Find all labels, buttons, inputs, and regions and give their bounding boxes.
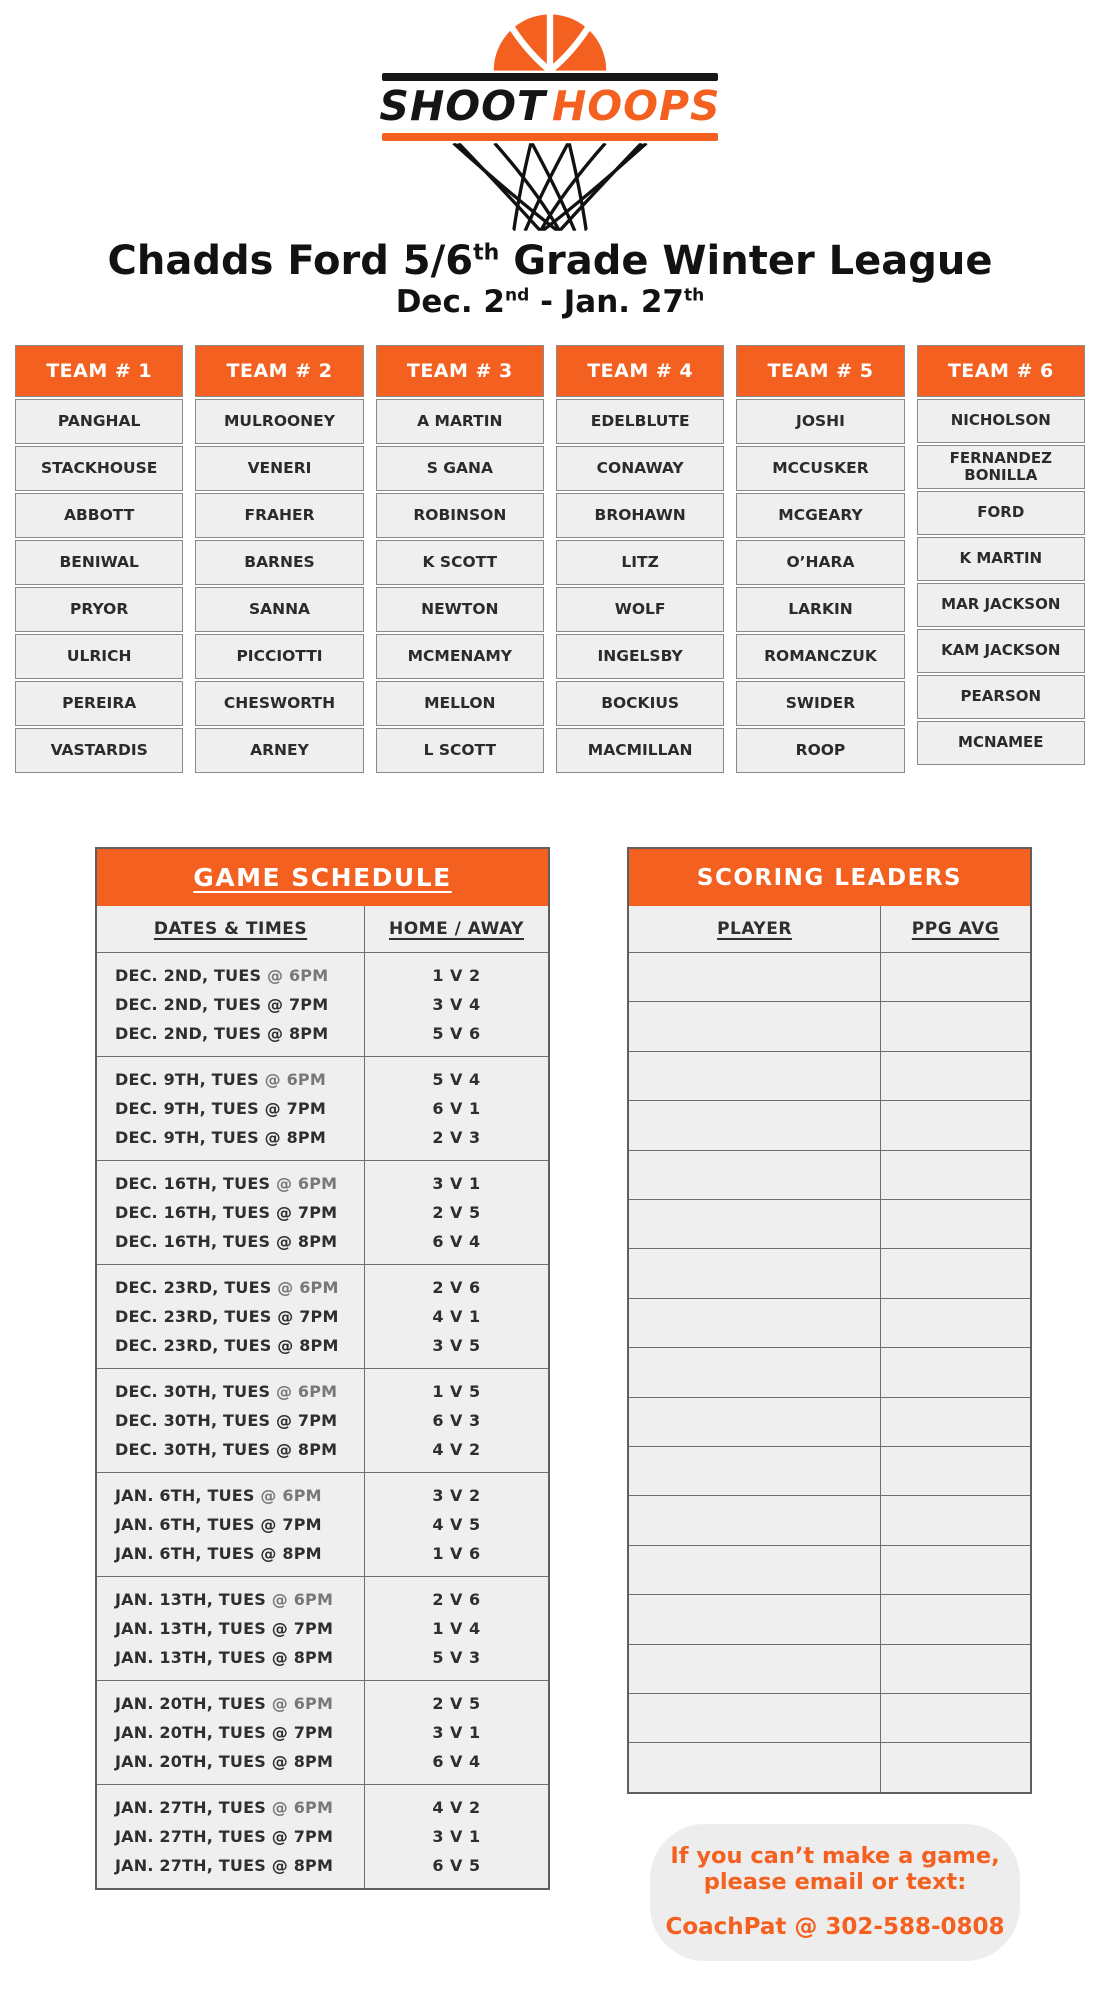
- ppg-avg-column-header: [881, 906, 1030, 952]
- game-datetime: [97, 1510, 364, 1539]
- player-cell: MACMILLAN: [556, 728, 724, 773]
- game-date: JAN. 13TH, TUES: [115, 1590, 266, 1610]
- page-title: Chadds Ford 5/6th Grade Winter League: [107, 238, 993, 284]
- teams-row: [15, 345, 1085, 773]
- logo-bar-bottom: [382, 133, 718, 141]
- scoring-ppg-cell: [881, 1693, 1030, 1742]
- team-header: TEAM # 4: [556, 345, 724, 397]
- brand-wordmark: [379, 82, 720, 130]
- scoring-leaders-table: [627, 847, 1032, 1794]
- game-matchup: 3 V 1: [432, 1174, 481, 1194]
- game-matchup: 6 V 5: [432, 1856, 481, 1876]
- scoring-leaders-header: [629, 849, 1030, 906]
- game-datetime: [97, 1377, 364, 1406]
- player-cell: MAR JACKSON: [917, 583, 1085, 627]
- schedule-dates-cell: [97, 1784, 365, 1888]
- game-datetime: [97, 1019, 364, 1048]
- scoring-player-cell: [629, 1594, 881, 1643]
- dates-times-label: DATES & TIMES: [153, 919, 308, 940]
- scoring-player-cell: [629, 1397, 881, 1446]
- player-cell: INGELSBY: [556, 634, 724, 679]
- game-datetime: [97, 1273, 364, 1302]
- game-date: DEC. 30TH, TUES: [115, 1411, 271, 1431]
- scoring-ppg-cell: [881, 1100, 1030, 1149]
- game-matchup: 6 V 4: [432, 1232, 481, 1252]
- game-time: @ 7PM: [254, 1515, 322, 1535]
- game-date: JAN. 6TH, TUES: [115, 1515, 255, 1535]
- scoring-player-cell: [629, 1545, 881, 1594]
- game-time: @ 7PM: [270, 1203, 338, 1223]
- player-cell: ROOP: [736, 728, 904, 773]
- game-date: DEC. 16TH, TUES: [115, 1203, 271, 1223]
- player-cell: ULRICH: [15, 634, 183, 679]
- header: [0, 0, 1100, 319]
- player-cell: K MARTIN: [917, 537, 1085, 581]
- game-matchup: 2 V 6: [432, 1278, 481, 1298]
- scoring-ppg-cell: [881, 1594, 1030, 1643]
- player-cell: EDELBLUTE: [556, 399, 724, 444]
- game-matchup: 6 V 4: [432, 1752, 481, 1772]
- game-time: @ 8PM: [270, 1440, 338, 1460]
- logo-bar-top: [382, 73, 718, 81]
- game-date: DEC. 16TH, TUES: [115, 1174, 271, 1194]
- team-header: TEAM # 1: [15, 345, 183, 397]
- brand-hoops: HOOPS: [551, 82, 721, 130]
- schedule-matchup-cell: [365, 1368, 548, 1472]
- player-cell: S GANA: [376, 446, 544, 491]
- scoring-player-cell: [629, 1446, 881, 1495]
- team-table-3: [376, 345, 544, 773]
- player-cell: CONAWAY: [556, 446, 724, 491]
- scoring-ppg-cell: [881, 1051, 1030, 1100]
- game-matchup: 1 V 4: [432, 1619, 481, 1639]
- game-date: DEC. 2ND, TUES: [115, 995, 262, 1015]
- player-cell: SWIDER: [736, 681, 904, 726]
- contact-note: [650, 1824, 1020, 1961]
- scoring-player-cell: [629, 1495, 881, 1544]
- player-cell: KAM JACKSON: [917, 629, 1085, 673]
- player-cell: MCGEARY: [736, 493, 904, 538]
- game-date: JAN. 6TH, TUES: [115, 1544, 255, 1564]
- game-date: DEC. 23RD, TUES: [115, 1307, 272, 1327]
- player-cell: BROHAWN: [556, 493, 724, 538]
- scoring-ppg-cell: [881, 1298, 1030, 1347]
- game-time: @ 6PM: [265, 1798, 334, 1818]
- scoring-ppg-cell: [881, 1742, 1030, 1791]
- game-date: DEC. 16TH, TUES: [115, 1232, 271, 1252]
- team-table-1: [15, 345, 183, 773]
- home-away-label: HOME / AWAY: [389, 919, 524, 940]
- note-line-1: If you can’t make a game,: [670, 1843, 1000, 1870]
- game-datetime: [97, 990, 364, 1019]
- scoring-ppg-cell: [881, 1248, 1030, 1297]
- player-cell: L SCOTT: [376, 728, 544, 773]
- player-cell: MELLON: [376, 681, 544, 726]
- game-time: @ 6PM: [270, 1174, 338, 1194]
- game-time: @ 7PM: [271, 1307, 339, 1327]
- scoring-leaders-title: SCORING LEADERS: [696, 864, 963, 891]
- game-time: @ 8PM: [265, 1752, 334, 1772]
- player-cell: VENERI: [195, 446, 363, 491]
- game-matchup: 6 V 1: [432, 1099, 481, 1119]
- game-matchup: 2 V 6: [432, 1590, 481, 1610]
- game-time: @ 6PM: [258, 1070, 326, 1090]
- player-cell: MCCUSKER: [736, 446, 904, 491]
- ppg-avg-label: PPG AVG: [911, 919, 1000, 940]
- game-time: @ 8PM: [265, 1856, 334, 1876]
- player-cell: NEWTON: [376, 587, 544, 632]
- scoring-player-cell: [629, 1742, 881, 1791]
- schedule-dates-cell: [97, 1472, 365, 1576]
- game-matchup: 2 V 5: [432, 1694, 481, 1714]
- team-table-4: [556, 345, 724, 773]
- player-label: PLAYER: [717, 919, 792, 940]
- game-date: DEC. 23RD, TUES: [115, 1278, 272, 1298]
- home-away-column-header: [365, 906, 548, 952]
- game-datetime: [97, 1689, 364, 1718]
- schedule-matchup-cell: [365, 1056, 548, 1160]
- game-date: JAN. 27TH, TUES: [115, 1798, 266, 1818]
- game-time: @ 8PM: [254, 1544, 322, 1564]
- game-datetime: [97, 1747, 364, 1776]
- game-datetime: [97, 1169, 364, 1198]
- player-cell: FORD: [917, 491, 1085, 535]
- game-date: DEC. 30TH, TUES: [115, 1440, 271, 1460]
- schedule-matchup-cell: [365, 1576, 548, 1680]
- team-table-6: [917, 345, 1085, 765]
- player-cell: BOCKIUS: [556, 681, 724, 726]
- player-cell: BENIWAL: [15, 540, 183, 585]
- player-cell: ROBINSON: [376, 493, 544, 538]
- game-datetime: [97, 1198, 364, 1227]
- game-datetime: [97, 1331, 364, 1360]
- scoring-player-cell: [629, 1644, 881, 1693]
- scoring-player-cell: [629, 1693, 881, 1742]
- game-matchup: 5 V 4: [432, 1070, 481, 1090]
- scoring-ppg-cell: [881, 1446, 1030, 1495]
- player-cell: LARKIN: [736, 587, 904, 632]
- game-matchup: 3 V 5: [432, 1336, 481, 1356]
- brand-shoot: SHOOT: [379, 82, 546, 130]
- game-datetime: [97, 1065, 364, 1094]
- game-date: DEC. 30TH, TUES: [115, 1382, 271, 1402]
- schedule-dates-cell: [97, 1368, 365, 1472]
- schedule-matchup-cell: [365, 1160, 548, 1264]
- game-time: @ 7PM: [265, 1619, 334, 1639]
- player-column-header: [629, 906, 881, 952]
- scoring-ppg-cell: [881, 1397, 1030, 1446]
- scoring-ppg-cell: [881, 1495, 1030, 1544]
- scoring-body: [629, 906, 1030, 1792]
- team-header: TEAM # 5: [736, 345, 904, 397]
- game-datetime: [97, 1435, 364, 1464]
- team-header: TEAM # 2: [195, 345, 363, 397]
- game-matchup: 2 V 3: [432, 1128, 481, 1148]
- team-header: TEAM # 6: [917, 345, 1085, 397]
- scoring-ppg-cell: [881, 1001, 1030, 1050]
- schedule-matchup-cell: [365, 1784, 548, 1888]
- game-matchup: 4 V 5: [432, 1515, 481, 1535]
- scoring-ppg-cell: [881, 952, 1030, 1001]
- schedule-matchup-cell: [365, 1264, 548, 1368]
- game-time: @ 6PM: [271, 1278, 339, 1298]
- player-cell: MULROONEY: [195, 399, 363, 444]
- game-date: JAN. 27TH, TUES: [115, 1827, 266, 1847]
- game-datetime: [97, 1718, 364, 1747]
- player-cell: SANNA: [195, 587, 363, 632]
- scoring-ppg-cell: [881, 1199, 1030, 1248]
- game-datetime: [97, 1585, 364, 1614]
- game-date: DEC. 23RD, TUES: [115, 1336, 272, 1356]
- game-datetime: [97, 1614, 364, 1643]
- player-cell: JOSHI: [736, 399, 904, 444]
- team-table-5: [736, 345, 904, 773]
- scoring-ppg-cell: [881, 1545, 1030, 1594]
- player-cell: O’HARA: [736, 540, 904, 585]
- game-matchup: 2 V 5: [432, 1203, 481, 1223]
- contact-phone: CoachPat @ 302-588-0808: [665, 1914, 1005, 1941]
- player-cell: BARNES: [195, 540, 363, 585]
- game-matchup: 4 V 2: [432, 1798, 481, 1818]
- scoring-player-cell: [629, 1100, 881, 1149]
- game-date: DEC. 9TH, TUES: [115, 1099, 259, 1119]
- game-datetime: [97, 1227, 364, 1256]
- schedule-matchup-cell: [365, 1680, 548, 1784]
- game-schedule-title: GAME SCHEDULE: [193, 863, 452, 893]
- right-column: [627, 847, 1032, 1961]
- game-time: @ 8PM: [270, 1232, 338, 1252]
- game-time: @ 6PM: [261, 966, 329, 986]
- game-datetime: [97, 1539, 364, 1568]
- scoring-player-cell: [629, 1001, 881, 1050]
- game-datetime: [97, 1094, 364, 1123]
- game-date: DEC. 2ND, TUES: [115, 1024, 262, 1044]
- game-matchup: 6 V 3: [432, 1411, 481, 1431]
- player-cell: PRYOR: [15, 587, 183, 632]
- game-time: @ 6PM: [270, 1382, 338, 1402]
- game-date: JAN. 13TH, TUES: [115, 1619, 266, 1639]
- scoring-player-cell: [629, 1298, 881, 1347]
- player-cell: WOLF: [556, 587, 724, 632]
- player-cell: FRAHER: [195, 493, 363, 538]
- dates-times-column-header: [97, 906, 365, 952]
- scoring-player-cell: [629, 1051, 881, 1100]
- player-cell: ABBOTT: [15, 493, 183, 538]
- game-matchup: 4 V 2: [432, 1440, 481, 1460]
- game-time: @ 6PM: [254, 1486, 322, 1506]
- game-time: @ 7PM: [265, 1827, 334, 1847]
- player-cell: NICHOLSON: [917, 399, 1085, 443]
- game-matchup: 3 V 2: [432, 1486, 481, 1506]
- game-datetime: [97, 1793, 364, 1822]
- schedule-matchup-cell: [365, 952, 548, 1056]
- player-cell: MCNAMEE: [917, 721, 1085, 765]
- game-date: DEC. 9TH, TUES: [115, 1128, 259, 1148]
- player-cell: PICCIOTTI: [195, 634, 363, 679]
- schedule-dates-cell: [97, 1680, 365, 1784]
- bottom-section: [95, 847, 1100, 1961]
- game-datetime: [97, 961, 364, 990]
- game-matchup: 4 V 1: [432, 1307, 481, 1327]
- net-icon: [445, 143, 655, 231]
- game-schedule-header: [97, 849, 548, 906]
- schedule-dates-cell: [97, 1264, 365, 1368]
- game-matchup: 1 V 2: [432, 966, 481, 986]
- schedule-dates-cell: [97, 1056, 365, 1160]
- game-date: JAN. 20TH, TUES: [115, 1723, 266, 1743]
- game-matchup: 1 V 5: [432, 1382, 481, 1402]
- game-datetime: [97, 1643, 364, 1672]
- game-time: @ 8PM: [265, 1648, 334, 1668]
- scoring-player-cell: [629, 1347, 881, 1396]
- game-time: @ 8PM: [261, 1024, 329, 1044]
- game-time: @ 7PM: [265, 1723, 334, 1743]
- game-matchup: 5 V 6: [432, 1024, 481, 1044]
- game-time: @ 7PM: [270, 1411, 338, 1431]
- player-cell: LITZ: [556, 540, 724, 585]
- basketball-icon: [491, 14, 609, 71]
- schedule-dates-cell: [97, 1160, 365, 1264]
- game-schedule-table: [95, 847, 550, 1890]
- schedule-dates-cell: [97, 952, 365, 1056]
- game-time: @ 6PM: [265, 1590, 334, 1610]
- player-cell: K SCOTT: [376, 540, 544, 585]
- schedule-body: [97, 906, 548, 1888]
- game-date: JAN. 20TH, TUES: [115, 1694, 266, 1714]
- note-line-2: please email or text:: [703, 1869, 967, 1896]
- player-cell: CHESWORTH: [195, 681, 363, 726]
- scoring-player-cell: [629, 952, 881, 1001]
- player-cell: A MARTIN: [376, 399, 544, 444]
- player-cell: ARNEY: [195, 728, 363, 773]
- game-time: @ 7PM: [261, 995, 329, 1015]
- game-matchup: 3 V 1: [432, 1723, 481, 1743]
- game-matchup: 3 V 1: [432, 1827, 481, 1847]
- game-time: @ 7PM: [258, 1099, 326, 1119]
- game-matchup: 1 V 6: [432, 1544, 481, 1564]
- game-date: JAN. 13TH, TUES: [115, 1648, 266, 1668]
- scoring-ppg-cell: [881, 1644, 1030, 1693]
- player-cell: ROMANCZUK: [736, 634, 904, 679]
- game-matchup: 3 V 4: [432, 995, 481, 1015]
- player-cell: FERNANDEZ BONILLA: [917, 445, 1085, 489]
- player-cell: PEARSON: [917, 675, 1085, 719]
- scoring-player-cell: [629, 1248, 881, 1297]
- schedule-dates-cell: [97, 1576, 365, 1680]
- date-range: Dec. 2nd - Jan. 27th: [395, 284, 705, 320]
- team-header: TEAM # 3: [376, 345, 544, 397]
- game-date: JAN. 27TH, TUES: [115, 1856, 266, 1876]
- game-date: DEC. 9TH, TUES: [115, 1070, 259, 1090]
- player-cell: PANGHAL: [15, 399, 183, 444]
- game-datetime: [97, 1302, 364, 1331]
- player-cell: PEREIRA: [15, 681, 183, 726]
- game-date: JAN. 6TH, TUES: [115, 1486, 255, 1506]
- player-cell: VASTARDIS: [15, 728, 183, 773]
- game-datetime: [97, 1406, 364, 1435]
- player-cell: MCMENAMY: [376, 634, 544, 679]
- scoring-player-cell: [629, 1199, 881, 1248]
- game-datetime: [97, 1851, 364, 1880]
- scoring-player-cell: [629, 1150, 881, 1199]
- game-time: @ 8PM: [258, 1128, 326, 1148]
- game-datetime: [97, 1481, 364, 1510]
- team-table-2: [195, 345, 363, 773]
- game-datetime: [97, 1123, 364, 1152]
- game-date: JAN. 20TH, TUES: [115, 1752, 266, 1772]
- scoring-ppg-cell: [881, 1150, 1030, 1199]
- schedule-matchup-cell: [365, 1472, 548, 1576]
- player-cell: STACKHOUSE: [15, 446, 183, 491]
- game-datetime: [97, 1822, 364, 1851]
- scoring-ppg-cell: [881, 1347, 1030, 1396]
- game-time: @ 8PM: [271, 1336, 339, 1356]
- shoothoops-logo: [379, 14, 720, 231]
- game-matchup: 5 V 3: [432, 1648, 481, 1668]
- game-time: @ 6PM: [265, 1694, 334, 1714]
- game-date: DEC. 2ND, TUES: [115, 966, 262, 986]
